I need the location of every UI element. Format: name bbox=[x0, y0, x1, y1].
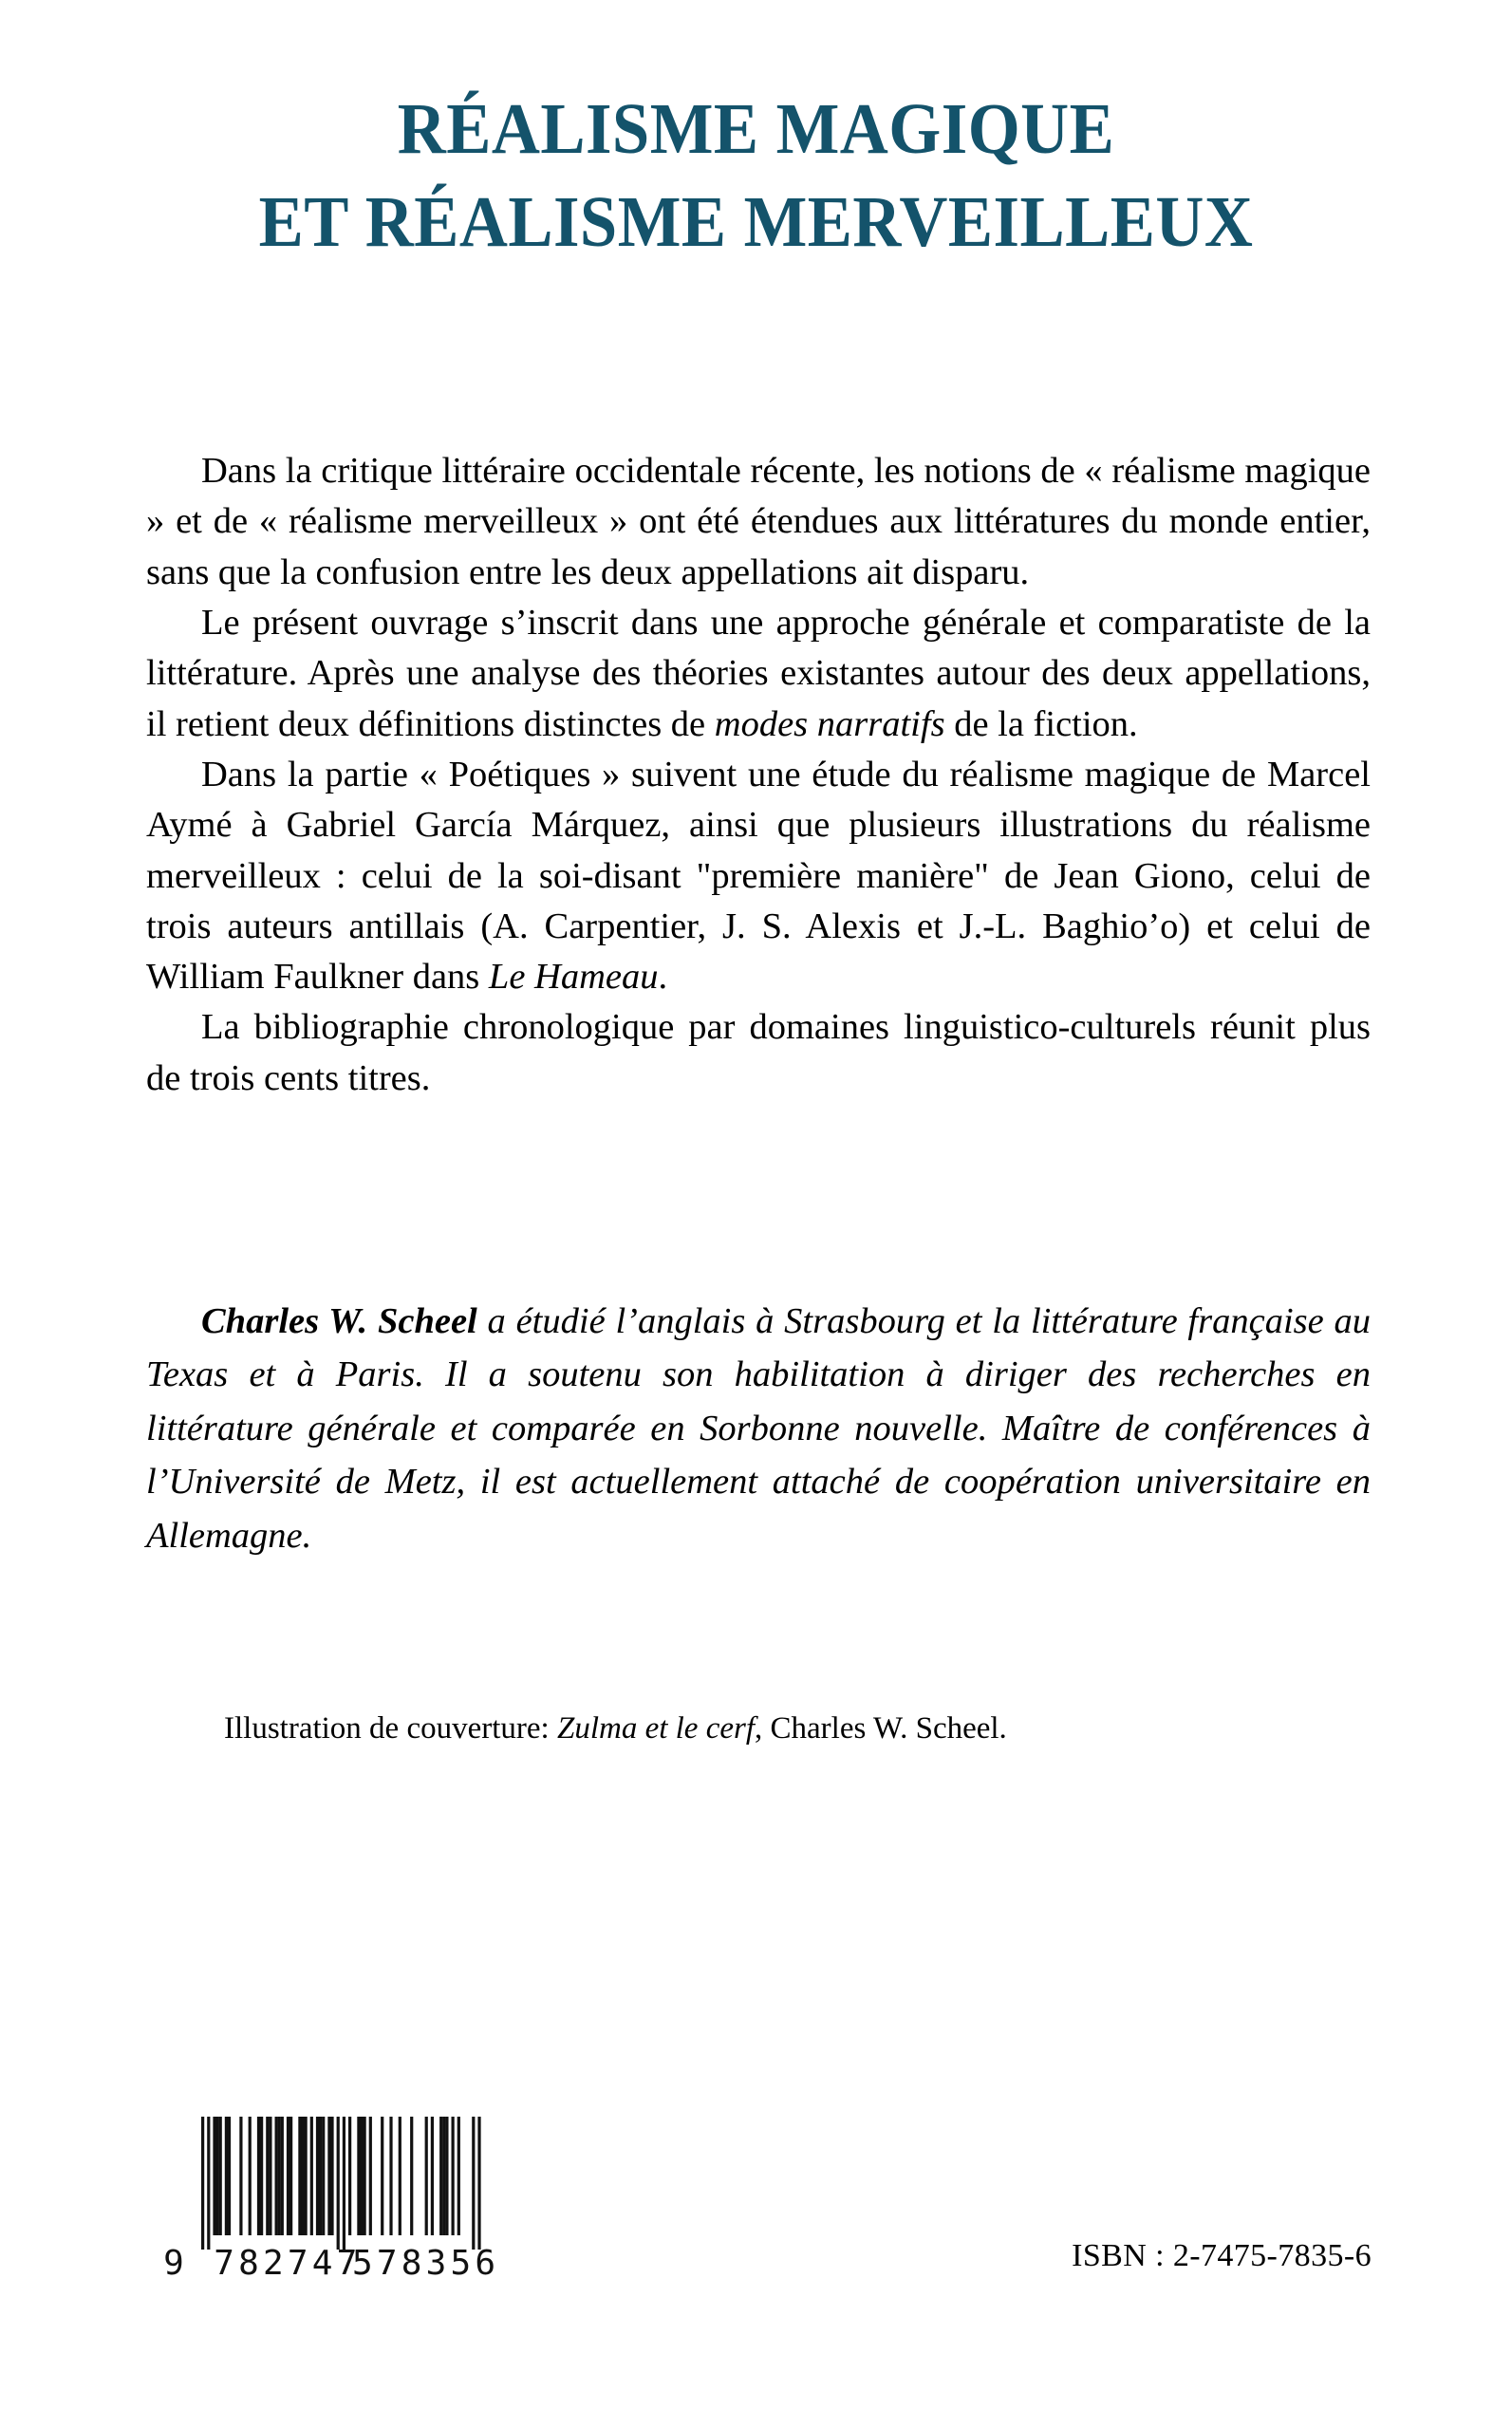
author-bio-text: a étudié l’anglais à Strasbourg et la littérature française au Texas et à Paris. Il a soutenu son habilitation à diriger des recherches en littérature générale et comparée en Sorbonne nouvelle. Maître de conférences à l’Université de Metz, il est actuellement attaché de coopération universitaire en Allemagne. bbox=[146, 1301, 1372, 1556]
cover-illustration-credit bbox=[224, 1709, 1363, 1749]
blurb-paragraph-3-emphasis: Le Hameau bbox=[488, 957, 659, 998]
ean13-barcode bbox=[159, 2115, 568, 2295]
blurb-paragraph-4-text: La bibliographie chronologique par domaines linguistico-culturels réunit plus de trois cents titres. bbox=[146, 1007, 1371, 1098]
credit-prefix: Illustration de couverture: bbox=[224, 1711, 557, 1746]
credit-artwork-title: Zulma et le cerf bbox=[556, 1711, 756, 1746]
blurb-paragraph-2-part-2: de la fiction. bbox=[944, 703, 1138, 744]
blurb-paragraph-3 bbox=[146, 750, 1371, 1003]
title-line-1: RÉALISME MAGIQUE bbox=[397, 89, 1115, 169]
title-line-2: ET RÉALISME MERVEILLEUX bbox=[258, 181, 1254, 262]
blurb-paragraph-1 bbox=[146, 446, 1371, 598]
blurb-paragraph-2-part-1: Le présent ouvrage s’inscrit dans une approche générale et comparatiste de la littérature. Après une analyse des théories existantes autour des deux appellations, il retient deux définitions distinctes de bbox=[146, 602, 1371, 744]
svg-text:578356: 578356 bbox=[352, 2244, 500, 2283]
blurb-paragraph-4 bbox=[146, 1002, 1371, 1104]
author-bio-paragraph bbox=[146, 1295, 1371, 1562]
isbn-text: ISBN : 2-7475-7835-6 bbox=[1072, 2238, 1372, 2273]
barcode-svg bbox=[159, 2115, 568, 2295]
blurb-paragraph-3-part-1: Dans la partie « Poétiques » suivent une étude du réalisme magique de Marcel Aymé à Gabriel García Márquez, ainsi que plusieurs illustrations du réalisme merveilleux : celui de la soi-disant "première manière" de Jean Giono, celui de trois auteurs antillais (A. Carpentier, J. S. Alexis et J.-L. Baghio’o) et celui de William Faulkner dans bbox=[146, 754, 1371, 998]
page-title bbox=[0, 87, 1512, 265]
blurb-paragraph-2 bbox=[146, 598, 1371, 750]
blurb-paragraph-3-part-2: . bbox=[658, 957, 668, 998]
author-name: Charles W. Scheel bbox=[201, 1301, 477, 1341]
blurb-paragraph-2-emphasis: modes narratifs bbox=[714, 703, 945, 744]
author-bio bbox=[146, 1295, 1371, 1562]
svg-text:782747: 782747 bbox=[214, 2244, 362, 2283]
credit-suffix: , Charles W. Scheel. bbox=[755, 1711, 1007, 1746]
blurb-paragraph-1-text: Dans la critique littéraire occidentale récente, les notions de « réalisme magique » et de « réalisme merveilleux » ont été étendues aux littératures du monde entier, sans que la confusion entre les deux appellations ait disparu. bbox=[146, 451, 1371, 592]
blurb-text bbox=[146, 446, 1371, 1104]
svg-text:9: 9 bbox=[163, 2244, 188, 2283]
